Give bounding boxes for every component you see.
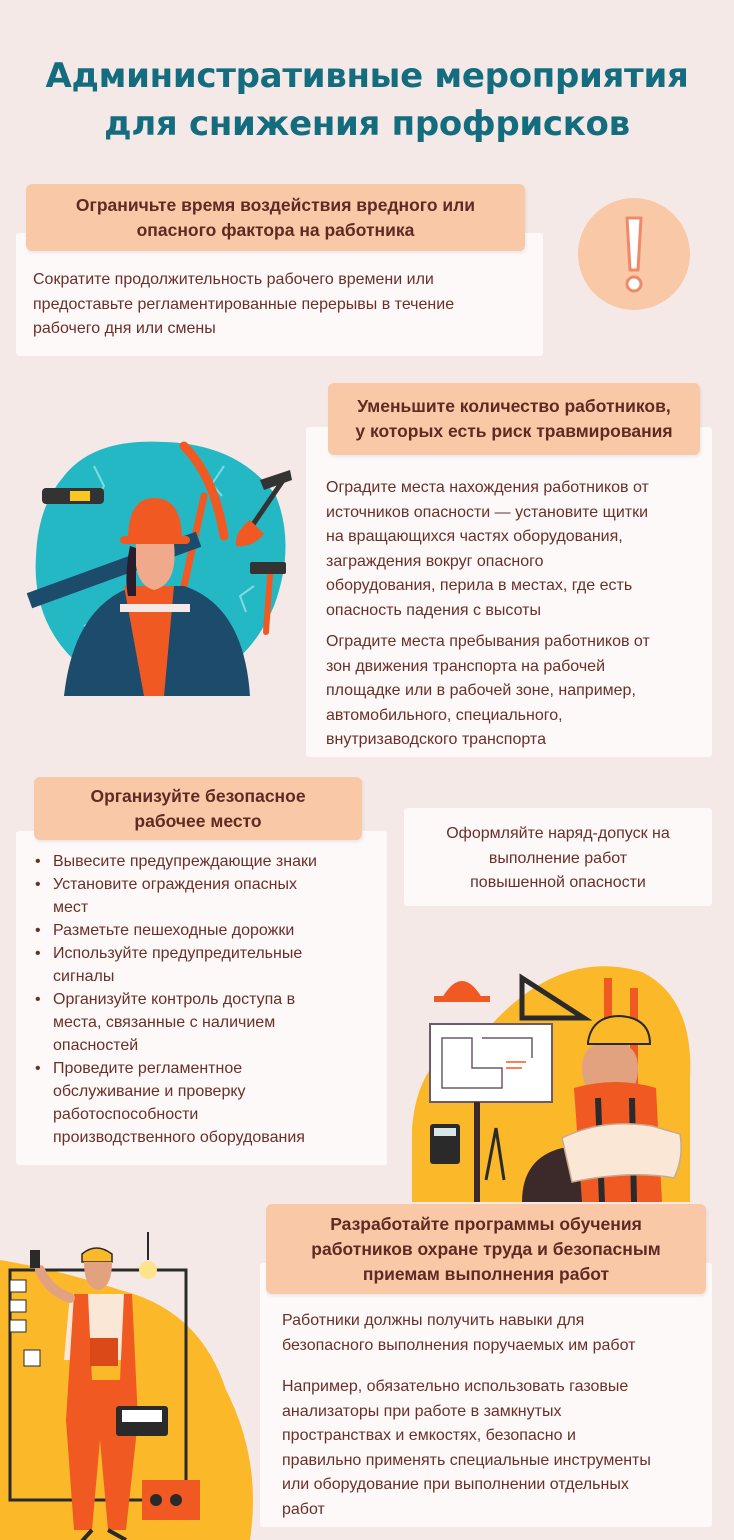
section2-heading-line1: Уменьшите количество работников, (357, 396, 671, 416)
section5-paragraph2-line: Например, обязательно использовать газовые (282, 1378, 629, 1395)
section2-paragraph1-line: заграждения вокруг опасного (326, 552, 544, 570)
electrician-illustration (0, 1230, 262, 1540)
section2-paragraph2-line: зон движения транспорта на рабочей (326, 657, 606, 675)
list-item (33, 942, 385, 988)
list-item-line: • Проведите регламентное (53, 1060, 243, 1077)
section1-heading-line1: Ограничьте время воздействия вредного или (75, 194, 476, 215)
section5-heading-line1: Разработайте программы обучения (330, 1213, 642, 1234)
section4-text-line1: Оформляйте наряд-допуск на (446, 825, 670, 842)
section5-paragraph2-line: или оборудование при выполнении отдельных (282, 1476, 629, 1493)
section2-paragraph1-line: Оградите места нахождения работников от (326, 479, 649, 496)
section1-text-line2: предоставьте регламентированные перерывы в течение (33, 295, 455, 313)
worker-with-pickaxe-illustration (24, 436, 300, 700)
section5-paragraph1-line: Работники должны получить навыки для (282, 1312, 585, 1329)
section5-heading-line3: приемам выполнения работ (362, 1263, 610, 1284)
section2-paragraph2 (326, 630, 706, 753)
list-item-line: • Разметьте пешеходные дорожки (53, 922, 295, 939)
section1-text (33, 268, 538, 342)
section1-text-line1: Сократите продолжительность рабочего времени или (33, 271, 434, 288)
list-item (33, 873, 385, 919)
section2-heading-line2: у которых есть риск травмирования (355, 421, 673, 441)
page-title-line1: Административные мероприятия (45, 56, 689, 96)
section4-text (404, 822, 712, 896)
list-item-line: • Вывесите предупреждающие знаки (53, 853, 317, 870)
section4-text-line2: выполнение работ (488, 849, 628, 867)
section2-paragraph1 (326, 476, 706, 623)
list-item-line: мест (53, 899, 89, 916)
list-item-line: обслуживание и проверку (53, 1083, 246, 1100)
section3-heading (34, 777, 362, 840)
list-item-line: • Установите ограждения опасных (53, 876, 297, 893)
section5-paragraph1 (282, 1309, 708, 1358)
section5-paragraph1-line: безопасного выполнения поручаемых им работ (282, 1336, 636, 1354)
section2-paragraph2-line: внутризаводского транспорта (326, 731, 546, 748)
section1-heading-line2: опасного фактора на работника (136, 219, 415, 240)
page-title (0, 52, 734, 148)
section3-bullet-list (33, 850, 385, 1149)
section1-text-line3: рабочего дня или смены (33, 320, 216, 337)
list-item (33, 988, 385, 1057)
list-item-line: опасностей (53, 1037, 139, 1054)
section2-paragraph1-line: на вращающихся частях оборудования, (326, 528, 623, 545)
section2-paragraph2-line: автомобильного, специального, (326, 706, 563, 724)
section3-heading-line1: Организуйте безопасное (90, 785, 306, 806)
section5-paragraph2 (282, 1375, 708, 1522)
section5-heading (266, 1204, 706, 1294)
section5-paragraph2-line: анализаторы при работе в замкнутых (282, 1402, 562, 1420)
section2-heading (328, 383, 700, 455)
list-item (33, 850, 385, 873)
section5-paragraph2-line: пространствах и емкостях, безопасно и (282, 1427, 576, 1444)
section2-paragraph2-line: площадке или в рабочей зоне, например, (326, 682, 636, 699)
section2-paragraph1-line: оборудования, перила в местах, где есть (326, 577, 633, 594)
list-item-line: сигналы (53, 968, 115, 985)
list-item-line: производственного оборудования (53, 1129, 305, 1146)
exclamation-icon (576, 196, 692, 312)
section4-text-line3: повышенной опасности (470, 874, 646, 891)
list-item (33, 919, 385, 942)
section5-paragraph2-line: правильно применять специальные инструменты (282, 1451, 651, 1469)
list-item-line: работоспособности (53, 1106, 199, 1123)
section1-heading (26, 184, 525, 251)
section5-paragraph2-line: работ (282, 1500, 325, 1518)
section2-paragraph1-line: опасность падения с высоты (326, 601, 541, 619)
section2-paragraph2-line: Оградите места пребывания работников от (326, 633, 650, 650)
list-item-line: места, связанные с наличием (53, 1014, 276, 1031)
list-item (33, 1057, 385, 1149)
section3-heading-line2: рабочее место (134, 810, 262, 831)
engineer-with-blueprint-illustration (412, 958, 694, 1202)
page-title-line2: для снижения профрисков (104, 104, 630, 144)
list-item-line: • Используйте предупредительные (53, 945, 303, 962)
section5-heading-line2: работников охране труда и безопасным (311, 1238, 661, 1259)
section2-paragraph1-line: источников опасности — установите щитки (326, 503, 649, 521)
list-item-line: • Организуйте контроль доступа в (53, 991, 296, 1008)
